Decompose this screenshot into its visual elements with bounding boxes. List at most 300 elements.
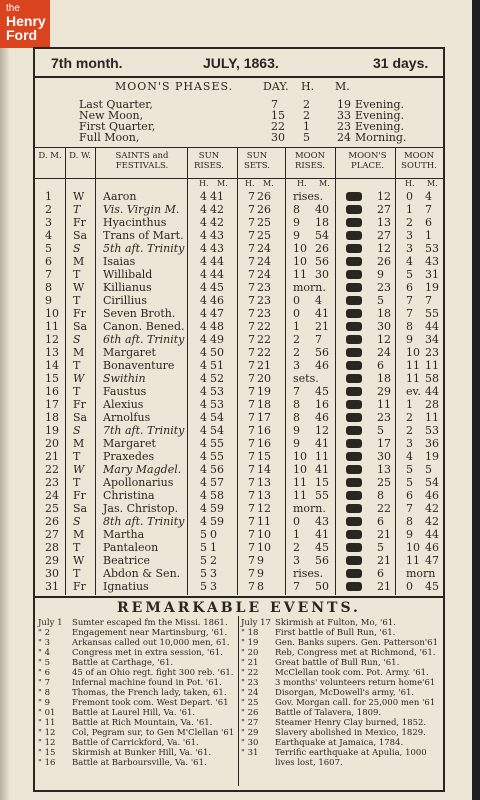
events-divider xyxy=(238,616,239,786)
zodiac-glyph xyxy=(346,543,362,552)
event-date: " 15 xyxy=(38,748,56,758)
table-row xyxy=(35,502,443,515)
sunset-h: 7 xyxy=(248,463,255,476)
saint: Aaron xyxy=(103,190,137,203)
day-of-month: 13 xyxy=(45,346,59,359)
phase-hour: 2 xyxy=(303,98,310,111)
sunset-m: 13 xyxy=(257,476,271,489)
column-headers xyxy=(35,148,443,179)
event-date: " 20 xyxy=(241,648,259,658)
moon-south-m: 7 xyxy=(425,203,432,216)
phase-minute: 24 xyxy=(337,131,351,144)
event-row xyxy=(241,628,443,638)
sunset-h: 7 xyxy=(248,411,255,424)
moon-south-h: ev. xyxy=(406,385,421,398)
event-row xyxy=(241,668,443,678)
phase-day: 15 xyxy=(271,109,285,122)
moon-south-h: 4 xyxy=(406,255,413,268)
moon-place: 12 xyxy=(377,190,391,203)
saint: Praxedes xyxy=(103,450,155,463)
sunset-h: 7 xyxy=(248,190,255,203)
moon-south-m: 6 xyxy=(425,216,432,229)
zodiac-glyph xyxy=(346,322,362,331)
sunrise-h: 4 xyxy=(200,385,207,398)
col-south: MOON SOUTH. xyxy=(401,151,437,171)
phase-when: Morning. xyxy=(355,131,407,144)
saint: Margaret xyxy=(103,346,156,359)
moonrise-m: 45 xyxy=(315,541,329,554)
phase-name: First Quarter, xyxy=(79,120,156,133)
phase-col-m: M. xyxy=(335,80,350,93)
moon-place: 18 xyxy=(377,372,391,385)
zodiac-glyph xyxy=(346,244,362,253)
zodiac-glyph xyxy=(346,218,362,227)
moon-south-h: 8 xyxy=(406,515,413,528)
zodiac-glyph xyxy=(346,465,362,474)
day-of-month: 19 xyxy=(45,424,59,437)
moonrise-m: 12 xyxy=(315,424,329,437)
sunrise-m: 43 xyxy=(210,229,224,242)
event-date: " 9 xyxy=(38,698,51,708)
day-of-month: 7 xyxy=(45,268,52,281)
table-row xyxy=(35,333,443,346)
saint: 6th aft. Trinity xyxy=(103,333,185,346)
remarkable-events-title: REMARKABLE EVENTS. xyxy=(35,596,443,618)
event-text: Arkansas called out 10,000 men, 61. xyxy=(72,638,230,648)
moon-place: 6 xyxy=(377,515,384,528)
sunrise-h: 4 xyxy=(200,320,207,333)
event-text: Earthquake at Jamaica, 1784. xyxy=(275,738,404,748)
sunrise-h: 4 xyxy=(200,268,207,281)
moon-south-m: 19 xyxy=(425,281,439,294)
sunrise-m: 48 xyxy=(210,320,224,333)
moon-south-h: 11 xyxy=(406,359,420,372)
sunrise-h: 4 xyxy=(200,307,207,320)
moon-south-h: 6 xyxy=(406,281,413,294)
event-date: " 18 xyxy=(241,628,259,638)
zodiac-glyph xyxy=(346,452,362,461)
event-date: " 26 xyxy=(241,708,259,718)
sunrise-h: 4 xyxy=(200,294,207,307)
sunset-m: 22 xyxy=(257,346,271,359)
event-date: " 5 xyxy=(38,658,51,668)
saint: Beatrice xyxy=(103,554,151,567)
moonrise-m: 43 xyxy=(315,515,329,528)
moon-south-m: 46 xyxy=(425,489,439,502)
moon-place: 21 xyxy=(377,528,391,541)
event-row xyxy=(38,678,236,688)
day-of-month: 21 xyxy=(45,450,59,463)
day-of-month: 27 xyxy=(45,528,59,541)
moon-phases xyxy=(35,77,443,148)
sunset-m: 23 xyxy=(257,307,271,320)
moon-south-h: 0 xyxy=(406,580,413,593)
day-of-month: 20 xyxy=(45,437,59,450)
day-of-week: M xyxy=(73,255,85,268)
moon-south-m: 53 xyxy=(425,242,439,255)
event-row xyxy=(241,708,443,718)
phase-name: Full Moon, xyxy=(79,131,140,144)
event-date: " 29 xyxy=(241,728,259,738)
day-of-week: S xyxy=(73,424,81,437)
sunset-h: 7 xyxy=(248,359,255,372)
sunrise-m: 54 xyxy=(210,411,224,424)
sunset-m: 17 xyxy=(257,411,271,424)
phase-when: Evening. xyxy=(355,109,404,122)
sunset-m: 10 xyxy=(257,528,271,541)
day-of-week: T xyxy=(73,567,81,580)
zodiac-glyph xyxy=(346,192,362,201)
sunrise-h: 4 xyxy=(200,489,207,502)
saint: Vis. Virgin M. xyxy=(103,203,180,216)
event-text: Battle at Barboursville, Va. '61. xyxy=(72,758,207,768)
sunset-h: 7 xyxy=(248,242,255,255)
event-text: Battle of Talavera, 1809. xyxy=(275,708,382,718)
event-row xyxy=(241,678,443,688)
event-row xyxy=(241,718,443,728)
moon-south-h: 5 xyxy=(406,268,413,281)
moonrise-h: 10 xyxy=(293,255,307,268)
sunset-m: 13 xyxy=(257,489,271,502)
sunrise-m: 53 xyxy=(210,385,224,398)
event-row xyxy=(241,648,443,658)
event-date: " 27 xyxy=(241,718,259,728)
event-text: lives lost, 1607. xyxy=(275,758,343,768)
month-title: JULY, 1863. xyxy=(203,55,279,71)
event-date: " 01 xyxy=(38,708,56,718)
table-row xyxy=(35,489,443,502)
saint: 8th aft. Trinity xyxy=(103,515,185,528)
sunrise-m: 44 xyxy=(210,255,224,268)
sunset-h: 7 xyxy=(248,502,255,515)
saint: Swithin xyxy=(103,372,146,385)
event-row xyxy=(38,738,236,748)
event-text: Terrific earthquake at Apulia, 1000 xyxy=(275,748,427,758)
event-text: Great battle of Bull Run, '61. xyxy=(275,658,400,668)
event-row xyxy=(38,758,236,768)
day-of-week: T xyxy=(73,541,81,554)
moon-south-h: 11 xyxy=(406,554,420,567)
moon-south-m: 54 xyxy=(425,476,439,489)
day-of-month: 12 xyxy=(45,333,59,346)
event-row xyxy=(38,618,236,628)
event-text: Reb, Congress met at Richmond, '61. xyxy=(275,648,436,658)
phase-day: 7 xyxy=(271,98,278,111)
moon-place: 17 xyxy=(377,437,391,450)
event-text: Battle at Rich Mountain, Va. '61. xyxy=(72,718,213,728)
event-text: Gov. Morgan call. for 25,000 men '61 xyxy=(275,698,436,708)
saint: Hyacinthus xyxy=(103,216,167,229)
zodiac-glyph xyxy=(346,530,362,539)
zodiac-glyph xyxy=(346,491,362,500)
phase-minute: 23 xyxy=(337,120,351,133)
moonrise-m: 7 xyxy=(315,333,322,346)
day-of-week: Fr xyxy=(73,307,86,320)
moon-south-m: 36 xyxy=(425,437,439,450)
event-row xyxy=(241,638,443,648)
day-of-month: 24 xyxy=(45,489,59,502)
event-date: " 16 xyxy=(38,758,56,768)
event-text: Slavery abolished in Mexico, 1829. xyxy=(275,728,426,738)
table-row xyxy=(35,411,443,424)
moon-south-h: 11 xyxy=(406,372,420,385)
sunrise-m: 45 xyxy=(210,281,224,294)
sunset-h: 7 xyxy=(248,255,255,268)
event-text: Skirmish at Bunker Hill, Va. '61. xyxy=(72,748,212,758)
moonrise-h: 11 xyxy=(293,489,307,502)
moon-south-m: 19 xyxy=(425,450,439,463)
event-date: " 2 xyxy=(38,628,51,638)
sunrise-m: 0 xyxy=(210,528,217,541)
event-row xyxy=(241,748,443,758)
table-row xyxy=(35,385,443,398)
moonrise-m: 46 xyxy=(315,411,329,424)
zodiac-glyph xyxy=(346,517,362,526)
moon-south-m: 11 xyxy=(425,359,439,372)
zodiac-glyph xyxy=(346,439,362,448)
saint: 5th aft. Trinity xyxy=(103,242,185,255)
saint: Alexius xyxy=(103,398,144,411)
event-text: 45 of an Ohio regt. fight 300 reb. '61. xyxy=(72,668,234,678)
table-row xyxy=(35,463,443,476)
sunset-h: 7 xyxy=(248,320,255,333)
moonrise-m: 40 xyxy=(315,203,329,216)
event-row xyxy=(38,708,236,718)
moon-south-m: 7 xyxy=(425,294,432,307)
sunrise-h: 4 xyxy=(200,437,207,450)
sunrise-m: 57 xyxy=(210,476,224,489)
sunset-m: 11 xyxy=(257,515,271,528)
event-row xyxy=(241,758,443,768)
moon-south-h: 5 xyxy=(406,476,413,489)
sunset-h: 7 xyxy=(248,385,255,398)
phase-col-day: DAY. xyxy=(263,80,289,93)
zodiac-glyph xyxy=(346,270,362,279)
sunrise-m: 3 xyxy=(210,567,217,580)
table-row xyxy=(35,398,443,411)
moon-place: 12 xyxy=(377,242,391,255)
moon-south-h: 6 xyxy=(406,489,413,502)
col-saints: SAINTS and FESTIVALS. xyxy=(115,151,169,171)
moon-south-h: 3 xyxy=(406,437,413,450)
sunrise-h: 4 xyxy=(200,450,207,463)
saint: Margaret xyxy=(103,437,156,450)
table-row xyxy=(35,476,443,489)
moon-place: 24 xyxy=(377,346,391,359)
zodiac-glyph xyxy=(346,231,362,240)
moonrise-h: 1 xyxy=(293,528,300,541)
moonrise-h: 0 xyxy=(293,307,300,320)
saint: Martha xyxy=(103,528,145,541)
sunrise-h: 4 xyxy=(200,255,207,268)
saint: Killianus xyxy=(103,281,152,294)
sunset-m: 18 xyxy=(257,398,271,411)
day-of-week: T xyxy=(73,359,81,372)
month-days: 31 days. xyxy=(373,55,429,71)
moonrise-m: 15 xyxy=(315,476,329,489)
moonrise-h: 9 xyxy=(293,229,300,242)
sunset-h: 7 xyxy=(248,437,255,450)
moon-place: 21 xyxy=(377,580,391,593)
moonrise-m: 56 xyxy=(315,255,329,268)
moonrise-m: 41 xyxy=(315,528,329,541)
zodiac-glyph xyxy=(346,348,362,357)
moonrise-m: 26 xyxy=(315,242,329,255)
sunrise-h: 4 xyxy=(200,333,207,346)
day-of-month: 11 xyxy=(45,320,59,333)
day-of-week: T xyxy=(73,268,81,281)
event-date: " 30 xyxy=(241,738,259,748)
moonrise-h: 7 xyxy=(293,580,300,593)
moonrise-m: 16 xyxy=(315,398,329,411)
event-date: " 31 xyxy=(241,748,259,758)
moonrise-m: 56 xyxy=(315,554,329,567)
moonrise-h: morn. xyxy=(293,502,326,515)
col-sunrise: SUN RISES. xyxy=(193,151,224,171)
sunrise-h: 5 xyxy=(200,554,207,567)
sunset-m: 19 xyxy=(257,385,271,398)
sunset-m: 22 xyxy=(257,333,271,346)
sunrise-h: 4 xyxy=(200,463,207,476)
saint: Ignatius xyxy=(103,580,149,593)
table-row xyxy=(35,567,443,580)
sunrise-m: 58 xyxy=(210,489,224,502)
event-date: " 12 xyxy=(38,738,56,748)
event-text: Skirmish at Fulton, Mo, '61. xyxy=(275,618,396,628)
zodiac-glyph xyxy=(346,478,362,487)
moonrise-h: 2 xyxy=(293,541,300,554)
phase-name: Last Quarter, xyxy=(79,98,153,111)
event-text: Sumter escaped fm the Missi. 1861. xyxy=(72,618,228,628)
event-text: McClellan took com. Pot. Army. '61. xyxy=(275,668,429,678)
logo-line1: the xyxy=(6,3,20,14)
moon-south-m: 28 xyxy=(425,398,439,411)
sunrise-h: 4 xyxy=(200,424,207,437)
moonrise-h: 10 xyxy=(293,463,307,476)
day-of-week: S xyxy=(73,333,81,346)
event-row xyxy=(38,698,236,708)
table-row xyxy=(35,424,443,437)
moon-south-m: 45 xyxy=(425,580,439,593)
logo-line3: Ford xyxy=(6,27,38,43)
moonrise-m: 41 xyxy=(315,307,329,320)
sunset-h: 7 xyxy=(248,450,255,463)
moon-south-h: 2 xyxy=(406,424,413,437)
event-row xyxy=(38,668,236,678)
sunset-m: 8 xyxy=(257,580,264,593)
moon-place: 5 xyxy=(377,294,384,307)
day-of-week: Fr xyxy=(73,398,86,411)
day-of-month: 4 xyxy=(45,229,52,242)
phase-minute: 19 xyxy=(337,98,351,111)
sunrise-h: 5 xyxy=(200,580,207,593)
event-date: July 17 xyxy=(241,618,271,628)
sunset-h: 7 xyxy=(248,268,255,281)
event-row xyxy=(241,698,443,708)
zodiac-glyph xyxy=(346,374,362,383)
moon-place: 13 xyxy=(377,463,391,476)
sunset-m: 24 xyxy=(257,255,271,268)
sunset-h: 7 xyxy=(248,294,255,307)
sunset-m: 12 xyxy=(257,502,271,515)
event-text: 3 months' volunteers return home'61 xyxy=(275,678,436,688)
page-spine xyxy=(0,0,10,800)
sunrise-h: 4 xyxy=(200,242,207,255)
sunrise-m: 52 xyxy=(210,372,224,385)
day-of-week: W xyxy=(73,463,85,476)
zodiac-glyph xyxy=(346,283,362,292)
moon-south-m: 11 xyxy=(425,411,439,424)
moon-south-h: 7 xyxy=(406,294,413,307)
day-of-week: W xyxy=(73,281,85,294)
moon-phase-row xyxy=(35,132,443,143)
moon-south-m: 44 xyxy=(425,320,439,333)
moonrise-h: 3 xyxy=(293,554,300,567)
moon-place: 27 xyxy=(377,203,391,216)
day-of-week: S xyxy=(73,515,81,528)
sunrise-m: 44 xyxy=(210,268,224,281)
moon-south-h: 7 xyxy=(406,307,413,320)
table-row xyxy=(35,216,443,229)
event-row xyxy=(241,738,443,748)
event-date: " 25 xyxy=(241,698,259,708)
sunrise-m: 47 xyxy=(210,307,224,320)
day-of-week: T xyxy=(73,203,81,216)
sunset-m: 26 xyxy=(257,203,271,216)
moonrise-m: 30 xyxy=(315,268,329,281)
table-row xyxy=(35,242,443,255)
moon-south-h: 1 xyxy=(406,203,413,216)
sunrise-h: 4 xyxy=(200,359,207,372)
day-of-week: W xyxy=(73,372,85,385)
table-row xyxy=(35,372,443,385)
moon-south-h: 7 xyxy=(406,502,413,515)
event-text: Fremont took com. West Depart. '61 xyxy=(72,698,229,708)
day-of-month: 16 xyxy=(45,385,59,398)
sunset-h: 7 xyxy=(248,216,255,229)
event-row xyxy=(38,728,236,738)
day-of-month: 3 xyxy=(45,216,52,229)
moon-south-m: 55 xyxy=(425,307,439,320)
moonrise-m: 21 xyxy=(315,320,329,333)
moon-south-h: 3 xyxy=(406,229,413,242)
moonrise-m: 54 xyxy=(315,229,329,242)
moonrise-m: 55 xyxy=(315,489,329,502)
table-row xyxy=(35,203,443,216)
sunset-h: 7 xyxy=(248,528,255,541)
moon-south-h: morn xyxy=(406,567,436,580)
moon-place: 22 xyxy=(377,502,391,515)
moonrise-h: 8 xyxy=(293,398,300,411)
table-row xyxy=(35,515,443,528)
moon-place: 8 xyxy=(377,489,384,502)
moon-south-m: 23 xyxy=(425,346,439,359)
moonrise-h: 9 xyxy=(293,216,300,229)
sunset-m: 9 xyxy=(257,567,264,580)
day-of-week: Sa xyxy=(73,502,88,515)
sunset-m: 25 xyxy=(257,216,271,229)
event-text: Gen. Banks supers. Gen. Patterson'61 xyxy=(275,638,438,648)
event-date: July 1 xyxy=(38,618,63,628)
moon-place: 30 xyxy=(377,320,391,333)
sunrise-h: 5 xyxy=(200,541,207,554)
sunrise-h: 4 xyxy=(200,203,207,216)
sunrise-h: 4 xyxy=(200,372,207,385)
event-text: Engagement near Martinsburg, '61. xyxy=(72,628,228,638)
saint: Trans of Mart. xyxy=(103,229,184,242)
day-of-month: 25 xyxy=(45,502,59,515)
table-row xyxy=(35,255,443,268)
